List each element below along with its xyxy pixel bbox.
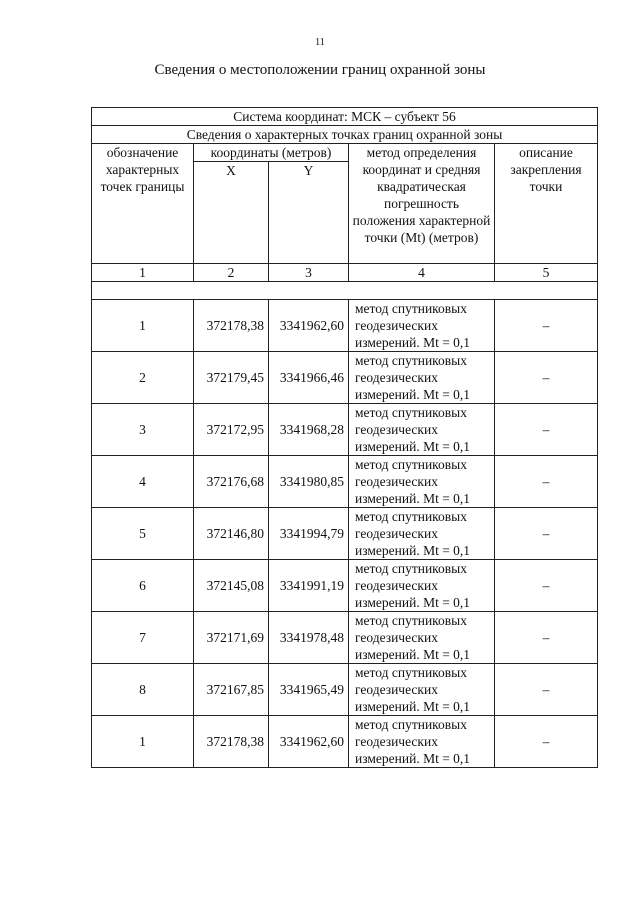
- y-coordinate-cell: 3341980,85: [269, 456, 349, 508]
- table-row: [92, 300, 598, 352]
- table-row: [92, 664, 598, 716]
- header-description: описание закрепления точки: [495, 144, 598, 264]
- description-cell: –: [495, 716, 598, 768]
- description-cell: –: [495, 560, 598, 612]
- header-point-designation: обозначение характерных точек границы: [92, 144, 194, 264]
- table-row: [92, 456, 598, 508]
- method-cell: метод спутниковых геодезических измерений. Mt = 0,1: [349, 456, 495, 508]
- column-number: 2: [194, 264, 269, 282]
- description-cell: –: [495, 352, 598, 404]
- method-cell: метод спутниковых геодезических измерений. Mt = 0,1: [349, 508, 495, 560]
- y-coordinate-cell: 3341994,79: [269, 508, 349, 560]
- point-designation-cell: 8: [92, 664, 194, 716]
- x-coordinate-cell: 372178,38: [194, 716, 269, 768]
- x-coordinate-cell: 372172,95: [194, 404, 269, 456]
- point-designation-cell: 6: [92, 560, 194, 612]
- point-designation-cell: 2: [92, 352, 194, 404]
- column-number: 1: [92, 264, 194, 282]
- x-coordinate-cell: 372171,69: [194, 612, 269, 664]
- method-cell: метод спутниковых геодезических измерений. Mt = 0,1: [349, 352, 495, 404]
- x-coordinate-cell: 372146,80: [194, 508, 269, 560]
- column-number: 3: [269, 264, 349, 282]
- point-designation-cell: 5: [92, 508, 194, 560]
- header-method: метод определения координат и средняя квадратическая погрешность положения характерной точки (Mt) (метров): [349, 144, 495, 264]
- page-number: 11: [315, 37, 325, 48]
- table-row: [92, 716, 598, 768]
- table-row: [92, 404, 598, 456]
- x-coordinate-cell: 372178,38: [194, 300, 269, 352]
- description-cell: –: [495, 664, 598, 716]
- point-designation-cell: 7: [92, 612, 194, 664]
- document-title: Сведения о местоположении границ охранной зоны: [154, 62, 486, 78]
- description-cell: –: [495, 404, 598, 456]
- x-coordinate-cell: 372167,85: [194, 664, 269, 716]
- x-coordinate-cell: 372145,08: [194, 560, 269, 612]
- header-y: Y: [269, 162, 349, 264]
- point-designation-cell: 1: [92, 716, 194, 768]
- y-coordinate-cell: 3341978,48: [269, 612, 349, 664]
- boundary-points-table: [91, 107, 598, 768]
- description-cell: –: [495, 456, 598, 508]
- y-coordinate-cell: 3341965,49: [269, 664, 349, 716]
- table-row: [92, 560, 598, 612]
- method-cell: метод спутниковых геодезических измерений. Mt = 0,1: [349, 560, 495, 612]
- section-title-row: Сведения о характерных точках границ охранной зоны: [92, 126, 598, 144]
- empty-row: [92, 282, 598, 300]
- table-row: [92, 508, 598, 560]
- y-coordinate-cell: 3341962,60: [269, 716, 349, 768]
- header-x: X: [194, 162, 269, 264]
- column-number: 4: [349, 264, 495, 282]
- header-coordinates: координаты (метров): [194, 144, 349, 162]
- point-designation-cell: 4: [92, 456, 194, 508]
- method-cell: метод спутниковых геодезических измерений. Mt = 0,1: [349, 716, 495, 768]
- coordinate-system-row: Система координат: МСК – субъект 56: [92, 108, 598, 126]
- method-cell: метод спутниковых геодезических измерений. Mt = 0,1: [349, 612, 495, 664]
- x-coordinate-cell: 372176,68: [194, 456, 269, 508]
- method-cell: метод спутниковых геодезических измерений. Mt = 0,1: [349, 404, 495, 456]
- description-cell: –: [495, 612, 598, 664]
- y-coordinate-cell: 3341962,60: [269, 300, 349, 352]
- point-designation-cell: 3: [92, 404, 194, 456]
- y-coordinate-cell: 3341966,46: [269, 352, 349, 404]
- description-cell: –: [495, 300, 598, 352]
- y-coordinate-cell: 3341968,28: [269, 404, 349, 456]
- table-row: [92, 352, 598, 404]
- y-coordinate-cell: 3341991,19: [269, 560, 349, 612]
- column-number: 5: [495, 264, 598, 282]
- method-cell: метод спутниковых геодезических измерений. Mt = 0,1: [349, 664, 495, 716]
- x-coordinate-cell: 372179,45: [194, 352, 269, 404]
- method-cell: метод спутниковых геодезических измерений. Mt = 0,1: [349, 300, 495, 352]
- point-designation-cell: 1: [92, 300, 194, 352]
- table-row: [92, 612, 598, 664]
- description-cell: –: [495, 508, 598, 560]
